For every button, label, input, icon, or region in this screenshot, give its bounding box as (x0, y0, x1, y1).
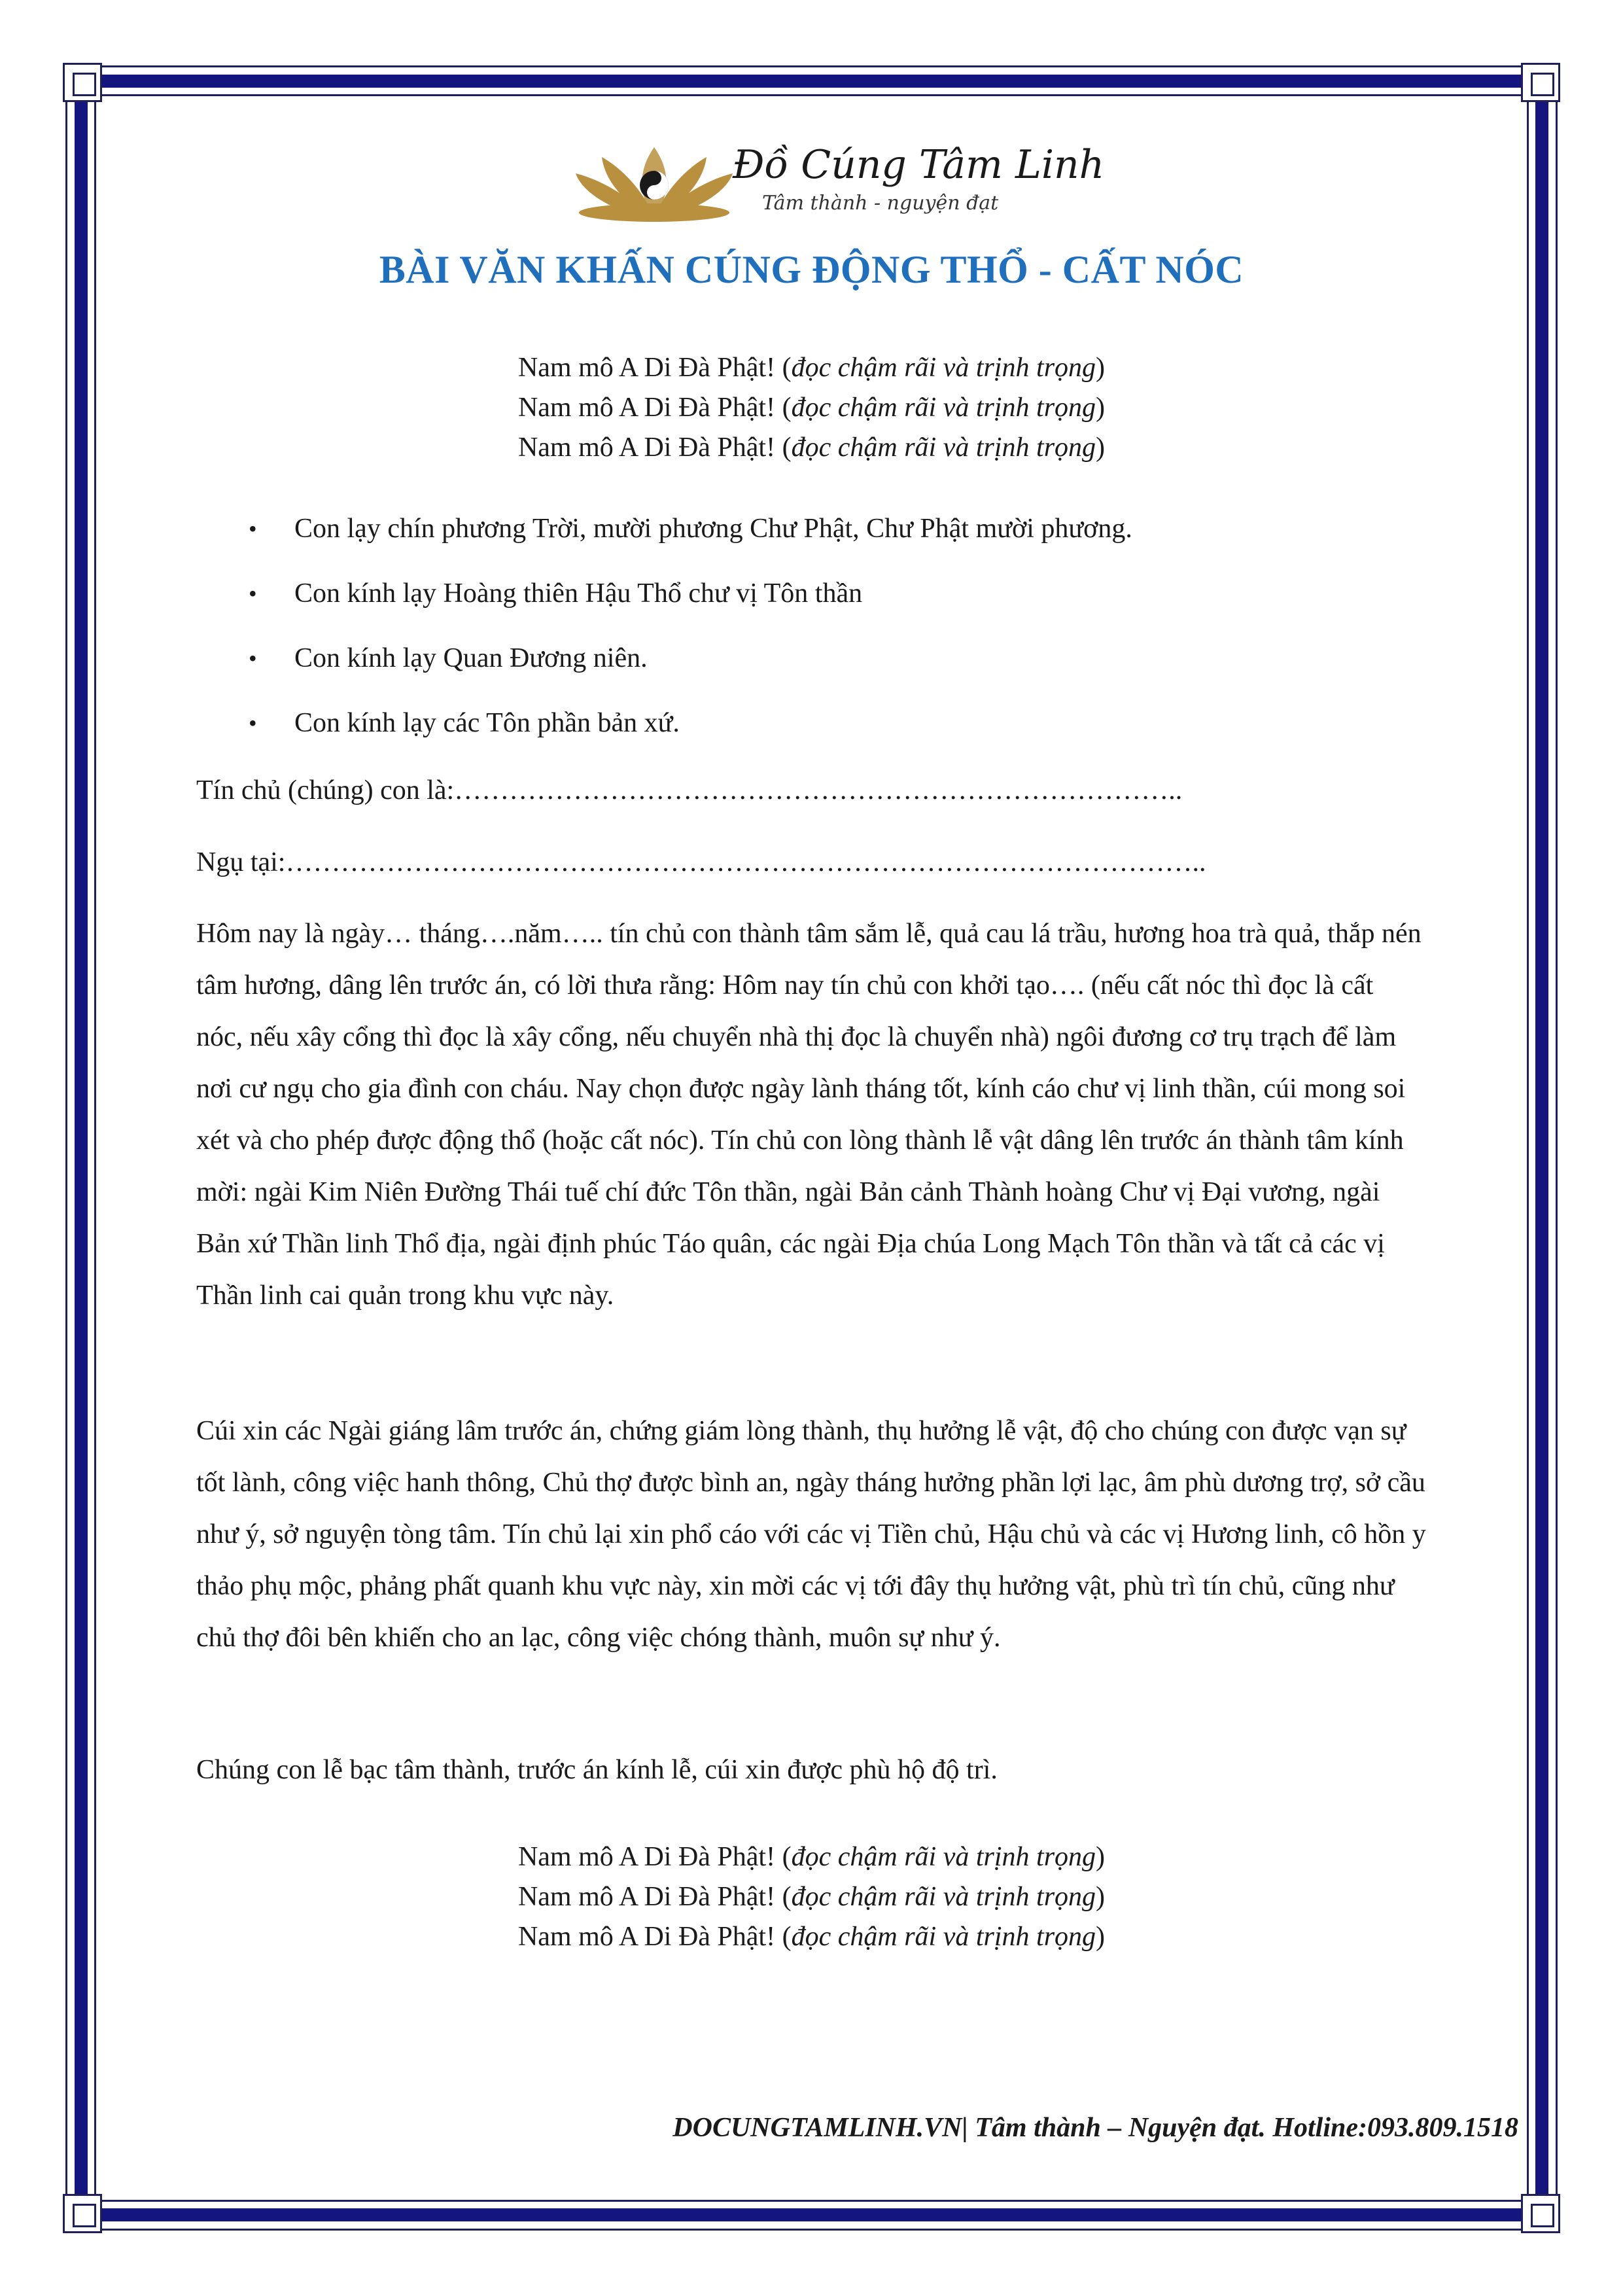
frame-corner-top-left (63, 63, 102, 102)
paragraph-2: Cúi xin các Ngài giáng lâm trước án, chứng giám lòng thành, thụ hưởng lễ vật, độ cho chúng con được vạn sự tốt lành, công việc hanh thông, Chủ thợ được bình an, ngày tháng hưởng phần lợi lạc, âm phù dương trợ, sở cầu như ý, sở nguyện tòng tâm. Tín chủ lại xin phổ cáo với các vị Tiền chủ, Hậu chủ và các vị Hương linh, cô hồn y thảo phụ mộc, phảng phất quanh khu vực này, xin mời các vị tới đây thụ hưởng vật, phù trì tín chủ, cũng như chủ thợ đôi bên khiến cho an lạc, công việc chóng thành, muôn sự như ý. (196, 1416, 1426, 1653)
invocation-main: Nam mô A Di Đà Phật! (517, 1922, 776, 1952)
ngu-tai-line: Ngụ tại:……………………………………………………………………………………….. (196, 847, 1206, 877)
invocation-line: Nam mô A Di Đà Phật! (đọc chậm rãi và trịnh trọng) (517, 1842, 1106, 1872)
prayer-bullet-list (196, 510, 1426, 769)
lotus-icon (576, 134, 733, 232)
invocation-line: Nam mô A Di Đà Phật! (đọc chậm rãi và trịnh trọng) (517, 1882, 1106, 1912)
list-item: • Con kính lạy Hoàng thiên Hậu Thổ chư vị Tôn thần (196, 575, 1426, 640)
logo-wordmark: Đồ Cúng Tâm Linh (733, 142, 1105, 188)
invocation-main: Nam mô A Di Đà Phật! (517, 1842, 776, 1872)
invocation-note: đọc chậm rãi và trịnh trọng (791, 393, 1096, 423)
paragraph-3: Chúng con lễ bạc tâm thành, trước án kính lễ, cúi xin được phù hộ độ trì. (196, 1755, 998, 1785)
brand-logo (576, 134, 1105, 232)
page-footer: DOCUNGTAMLINH.VN| Tâm thành – Nguyện đạt. Hotline:093.809.1518 (672, 2113, 1518, 2143)
invocation-line: Nam mô A Di Đà Phật! (đọc chậm rãi và trịnh trọng) (517, 353, 1106, 383)
invocation-line: Nam mô A Di Đà Phật! (đọc chậm rãi và trịnh trọng) (517, 393, 1106, 423)
frame-corner-top-right (1521, 63, 1560, 102)
tin-chu-line: Tín chủ (chúng) con là:…………………………………………………………………….. (196, 775, 1183, 805)
invocation-main: Nam mô A Di Đà Phật! (517, 393, 776, 423)
list-item: • Con lạy chín phương Trời, mười phương Chư Phật, Chư Phật mười phương. (196, 510, 1426, 575)
invocation-note: đọc chậm rãi và trịnh trọng (791, 1842, 1096, 1872)
invocation-main: Nam mô A Di Đà Phật! (517, 1882, 776, 1912)
frame-corner-bottom-left (63, 2194, 102, 2233)
invocation-line: Nam mô A Di Đà Phật! (đọc chậm rãi và trịnh trọng) (517, 433, 1106, 463)
list-item: • Con kính lạy Quan Đương niên. (196, 640, 1426, 705)
invocation-note: đọc chậm rãi và trịnh trọng (791, 433, 1096, 463)
invocation-top (118, 348, 1505, 468)
invocation-note: đọc chậm rãi và trịnh trọng (791, 1922, 1096, 1952)
invocation-main: Nam mô A Di Đà Phật! (517, 433, 776, 463)
frame-corner-bottom-right (1521, 2194, 1560, 2233)
invocation-note: đọc chậm rãi và trịnh trọng (791, 353, 1096, 383)
list-item: • Con kính lạy các Tôn phần bản xứ. (196, 705, 1426, 769)
paragraph-1: Hôm nay là ngày… tháng….năm….. tín chủ con thành tâm sắm lễ, quả cau lá trầu, hương hoa trà quả, thắp nén tâm hương, dâng lên trước án, có lời thưa rằng: Hôm nay tín chủ con khởi tạo…. (nếu cất nóc thì đọc là cất nóc, nếu xây cổng thì đọc là xây cổng, nếu chuyển nhà thị đọc là chuyển nhà) ngôi đương cơ trụ trạch để làm nơi cư ngụ cho gia đình con cháu. Nay chọn được ngày lành tháng tốt, kính cáo chư vị linh thần, cúi mong soi xét và cho phép được động thổ (hoặc cất nóc). Tín chủ con lòng thành lễ vật dâng lên trước án thành tâm kính mời: ngài Kim Niên Đường Thái tuế chí đức Tôn thần, ngài Bản cảnh Thành hoàng Chư vị Đại vương, ngài Bản xứ Thần linh Thổ địa, ngài định phúc Táo quân, các ngài Địa chúa Long Mạch Tôn thần và tất cả các vị Thần linh cai quản trong khu vực này. (196, 919, 1422, 1311)
invocation-note: đọc chậm rãi và trịnh trọng (791, 1882, 1096, 1912)
logo-slogan: Tâm thành - nguyện đạt (762, 192, 999, 215)
invocation-line: Nam mô A Di Đà Phật! (đọc chậm rãi và trịnh trọng) (517, 1922, 1106, 1952)
invocation-main: Nam mô A Di Đà Phật! (517, 353, 776, 383)
invocation-bottom (118, 1837, 1505, 1957)
page-title: BÀI VĂN KHẤN CÚNG ĐỘNG THỔ - CẤT NÓC (379, 248, 1244, 291)
